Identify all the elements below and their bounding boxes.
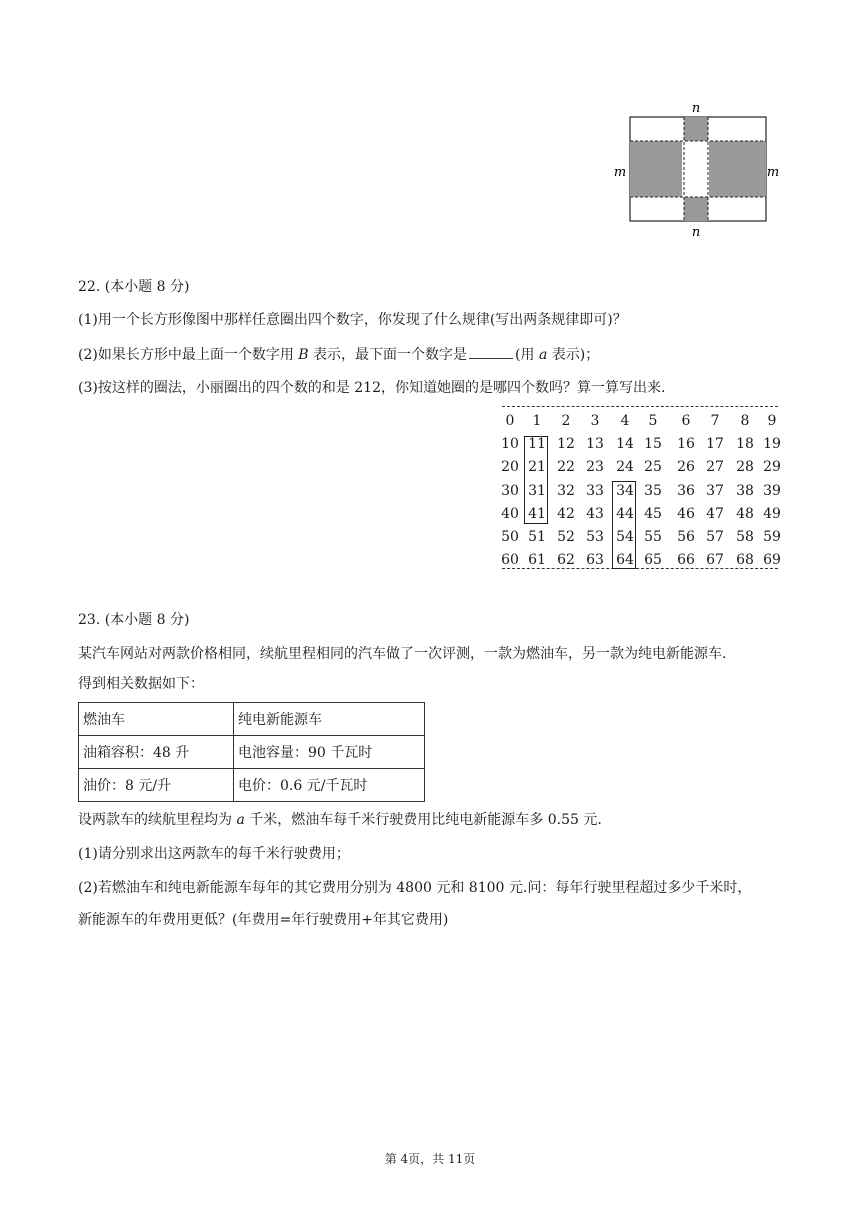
- q22-part2-post: 表示)；: [547, 347, 600, 363]
- grid-number: 23: [586, 459, 604, 476]
- grid-number: 12: [557, 436, 575, 453]
- table-cell: 燃油车: [79, 703, 234, 736]
- grid-number: 51: [528, 529, 546, 545]
- grid-number: 39: [763, 482, 781, 499]
- rectangle-figure-svg: [610, 100, 790, 240]
- grid-number: 15: [644, 436, 662, 453]
- q23-statement-pre: 设两款车的续航里程均为: [78, 812, 237, 828]
- grid-number: 30: [501, 482, 519, 499]
- page-footer: 第 4页，共 11页: [384, 1152, 476, 1166]
- q22-part2-mid: 表示，最下面一个数字是: [308, 347, 468, 363]
- top-shaded: [684, 117, 708, 141]
- grid-number: 45: [644, 505, 662, 522]
- right-shaded: [709, 141, 766, 197]
- table-cell: 油价：8 元/升: [79, 769, 234, 802]
- grid-number: 65: [644, 552, 662, 569]
- q23-intro2: 得到相关数据如下：: [78, 676, 204, 692]
- grid-number: 54: [616, 529, 634, 545]
- grid-number: 2: [561, 413, 571, 429]
- table-cell: 电池容量：90 千瓦时: [234, 736, 425, 769]
- grid-number: 69: [763, 552, 781, 569]
- grid-number: 19: [763, 436, 781, 453]
- label-top-n: n: [691, 101, 701, 116]
- grid-number: 37: [706, 482, 724, 499]
- grid-number: 11: [528, 436, 546, 453]
- grid-number: 60: [501, 552, 519, 569]
- grid-number: 7: [710, 413, 720, 429]
- q22-part3: (3)按这样的圈法，小丽圈出的四个数的和是 212，你知道她圈的是哪四个数吗？算一算写出来.: [78, 380, 666, 396]
- grid-number: 48: [736, 505, 754, 522]
- grid-number: 50: [501, 529, 519, 545]
- bottom-shaded: [684, 197, 708, 221]
- grid-number: 29: [763, 459, 781, 476]
- grid-number: 67: [706, 552, 724, 569]
- grid-number: 18: [736, 436, 754, 453]
- grid-number: 55: [644, 529, 662, 545]
- grid-number: 59: [763, 529, 781, 545]
- grid-number: 6: [681, 413, 691, 429]
- grid-number: 14: [616, 436, 634, 453]
- grid-number: 13: [586, 436, 604, 453]
- grid-number: 17: [706, 436, 724, 453]
- q23-part2: (2)若燃油车和纯电新能源车每年的其它费用分别为 4800 元和 8100 元.问：每年行驶里程超过多少千米时，: [78, 880, 752, 896]
- grid-number: 31: [528, 482, 546, 499]
- answer-blank: [469, 344, 513, 359]
- grid-number: 24: [616, 459, 634, 476]
- q22-part2: [78, 344, 599, 365]
- q22-part1: (1)用一个长方形像图中那样任意圈出四个数字，你发现了什么规律(写出两条规律即可)？: [78, 312, 627, 328]
- number-grid: [492, 402, 784, 574]
- grid-number: 61: [528, 552, 546, 569]
- table-cell: 油箱容积：48 升: [79, 736, 234, 769]
- grid-number: 9: [767, 413, 777, 429]
- grid-number: 27: [706, 459, 724, 476]
- grid-number: 44: [616, 505, 634, 522]
- q23-intro1: 某汽车网站对两款价格相同，续航里程相同的汽车做了一次评测，一款为燃油车，另一款为纯电新能源车.: [78, 646, 727, 662]
- label-right-m: m: [766, 165, 780, 180]
- table-row: [79, 736, 425, 769]
- grid-number: 52: [557, 529, 575, 545]
- grid-number: 0: [505, 413, 515, 429]
- grid-number: 49: [763, 505, 781, 522]
- q22-part2-pre: (2)如果长方形中最上面一个数字用: [78, 347, 299, 363]
- q23-header: 23. (本小题 8 分): [78, 612, 190, 628]
- table-cell: 纯电新能源车: [234, 703, 425, 736]
- grid-number: 43: [586, 505, 604, 522]
- table-cell: 电价：0.6 元/千瓦时: [234, 769, 425, 802]
- grid-number: 64: [616, 552, 634, 569]
- label-left-m: m: [613, 165, 627, 180]
- grid-number: 47: [706, 505, 724, 522]
- q23-var-a: a: [236, 812, 245, 828]
- q22-var-b: B: [298, 347, 309, 363]
- grid-number: 26: [677, 459, 695, 476]
- grid-number: 21: [528, 459, 546, 476]
- grid-number: 53: [586, 529, 604, 545]
- left-shaded: [630, 141, 682, 197]
- car-data-table: [78, 702, 425, 802]
- q23-part2-cont: 新能源车的年费用更低？(年费用=年行驶费用+年其它费用): [78, 912, 449, 928]
- table-row: [79, 769, 425, 802]
- grid-number: 40: [501, 505, 519, 522]
- grid-number: 46: [677, 505, 695, 522]
- grid-number: 10: [501, 436, 519, 453]
- label-bottom-n: n: [691, 225, 701, 240]
- grid-number: 62: [557, 552, 575, 569]
- grid-number: 66: [677, 552, 695, 569]
- grid-number: 8: [740, 413, 750, 429]
- grid-number: 36: [677, 482, 695, 499]
- rectangle-figure: [610, 100, 790, 240]
- grid-number: 16: [677, 436, 695, 453]
- grid-number: 41: [528, 505, 546, 522]
- grid-number: 56: [677, 529, 695, 545]
- grid-number: 25: [644, 459, 662, 476]
- grid-number: 4: [620, 413, 630, 429]
- grid-number: 35: [644, 482, 662, 499]
- q23-statement: [78, 810, 602, 830]
- grid-number: 5: [648, 413, 658, 429]
- grid-number: 34: [616, 482, 634, 499]
- grid-number: 28: [736, 459, 754, 476]
- grid-number: 68: [736, 552, 754, 569]
- q23-part1: (1)请分别求出这两款车的每千米行驶费用；: [78, 846, 350, 862]
- grid-number: 3: [590, 413, 600, 429]
- grid-number: 58: [736, 529, 754, 545]
- q22-header: 22. (本小题 8 分): [78, 279, 190, 295]
- q22-var-a: a: [538, 347, 548, 363]
- grid-number: 20: [501, 459, 519, 476]
- grid-number: 32: [557, 482, 575, 499]
- grid-number: 63: [586, 552, 604, 569]
- grid-number: 38: [736, 482, 754, 499]
- grid-number: 1: [532, 413, 542, 429]
- grid-number: 22: [557, 459, 575, 476]
- q22-part2-paren: (用: [515, 347, 539, 363]
- grid-number: 42: [557, 505, 575, 522]
- grid-number: 57: [706, 529, 724, 545]
- grid-dashed-top: [502, 406, 778, 407]
- q23-statement-post: 千米，燃油车每千米行驶费用比纯电新能源车多 0.55 元.: [244, 812, 602, 828]
- grid-number: 33: [586, 482, 604, 499]
- table-row: [79, 703, 425, 736]
